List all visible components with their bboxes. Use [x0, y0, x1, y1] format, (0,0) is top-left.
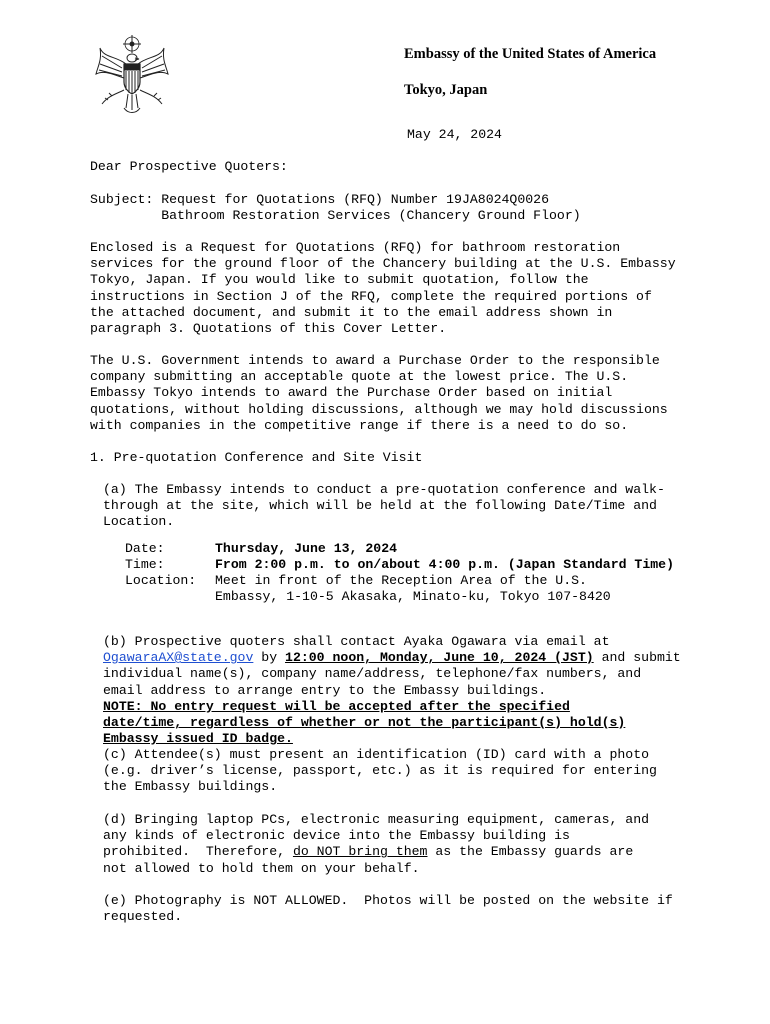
- paragraph-2: [90, 353, 668, 434]
- location-line-2: Embassy, 1-10-5 Akasaka, Minato-ku, Tokyo 107-8420: [215, 589, 611, 604]
- text-line: Location.: [103, 514, 175, 530]
- text-line: individual name(s), company name/address, telephone/fax numbers, and: [103, 666, 642, 682]
- text-line: through at the site, which will be held at the following Date/Time and: [103, 498, 657, 514]
- text-line: (e) Photography is NOT ALLOWED. Photos will be posted on the website if: [103, 893, 673, 908]
- text-line: The U.S. Government intends to award a Purchase Order to the responsible: [90, 353, 660, 368]
- subject-line-1: Subject: Request for Quotations (RFQ) Number 19JA8024Q0026: [90, 192, 549, 207]
- embassy-location: Tokyo, Japan: [404, 82, 488, 98]
- paragraph-1: [90, 240, 676, 337]
- text-line: not allowed to hold them on your behalf.: [103, 860, 420, 876]
- text-line: services for the ground floor of the Chancery building at the U.S. Embassy: [90, 256, 676, 272]
- text-line: quotations, without holding discussions, although we may hold discussions: [90, 401, 668, 417]
- text-line: [103, 844, 649, 860]
- section-1-title: 1. Pre-quotation Conference and Site Visit: [90, 450, 423, 465]
- text-line: Embassy Tokyo intends to award the Purchase Order based on initial: [90, 385, 613, 401]
- text-line: email address to arrange entry to the Embassy buildings.: [103, 682, 547, 698]
- text-line: company submitting an acceptable quote at the lowest price. The U.S.: [90, 369, 629, 385]
- text-line: requested.: [103, 909, 183, 925]
- deadline-text: 12:00 noon, Monday, June 10, 2024 (JST): [285, 650, 594, 666]
- item-d: [103, 812, 649, 877]
- text-line: (c) Attendee(s) must present an identification (ID) card with a photo: [103, 747, 650, 762]
- text-line: [103, 650, 681, 666]
- location-label: Location:: [125, 573, 197, 588]
- text-line: (b) Prospective quoters shall contact Ayaka Ogawara via email at: [103, 634, 610, 649]
- note-line: NOTE: No entry request will be accepted after the specified: [103, 698, 570, 714]
- subject-line-2: Bathroom Restoration Services (Chancery Ground Floor): [90, 208, 581, 224]
- note-line: date/time, regardless of whether or not the participant(s) hold(s): [103, 715, 626, 731]
- item-e: [103, 893, 673, 925]
- salutation: Dear Prospective Quoters:: [90, 159, 288, 174]
- item-c: [103, 747, 657, 796]
- text-line: instructions in Section J of the RFQ, complete the required portions of: [90, 288, 652, 304]
- date-value: Thursday, June 13, 2024: [215, 541, 398, 556]
- text-line: with companies in the competitive range if there is a need to do so.: [90, 417, 629, 433]
- by-text: by: [253, 650, 286, 666]
- location-line-1: Meet in front of the Reception Area of the U.S.: [215, 573, 587, 588]
- underlined-text: do NOT bring them: [292, 844, 428, 860]
- item-a: [103, 482, 665, 531]
- subject-block: [90, 192, 581, 224]
- text-line: Enclosed is a Request for Quotations (RFQ) for bathroom restoration: [90, 240, 621, 255]
- email-link[interactable]: OgawaraAX@state.gov: [103, 650, 254, 666]
- text-line: any kinds of electronic device into the Embassy building is: [103, 828, 570, 844]
- item-b: [103, 634, 681, 747]
- text-line: the Embassy buildings.: [103, 779, 278, 795]
- embassy-name: Embassy of the United States of America: [404, 46, 657, 62]
- text-line: paragraph 3. Quotations of this Cover Letter.: [90, 321, 447, 337]
- time-value: From 2:00 p.m. to on/about 4:00 p.m. (Japan Standard Time): [215, 557, 674, 572]
- text-line: (d) Bringing laptop PCs, electronic measuring equipment, cameras, and: [103, 812, 650, 827]
- note-line: Embassy issued ID badge.: [103, 731, 293, 747]
- text-segment: prohibited. Therefore,: [103, 844, 293, 860]
- text-line: (a) The Embassy intends to conduct a pre-quotation conference and walk-: [103, 482, 665, 497]
- embassy-seal-icon: [94, 34, 170, 118]
- after-deadline-text: and submit: [593, 650, 681, 666]
- text-line: (e.g. driver’s license, passport, etc.) as it is required for entering: [103, 763, 657, 779]
- letter-date: May 24, 2024: [407, 127, 502, 142]
- time-label: Time:: [125, 557, 165, 572]
- text-line: the attached document, and submit it to the email address shown in: [90, 304, 613, 320]
- date-label: Date:: [125, 541, 165, 556]
- text-segment: as the Embassy guards are: [427, 844, 634, 860]
- text-line: Tokyo, Japan. If you would like to submit quotation, follow the: [90, 272, 589, 288]
